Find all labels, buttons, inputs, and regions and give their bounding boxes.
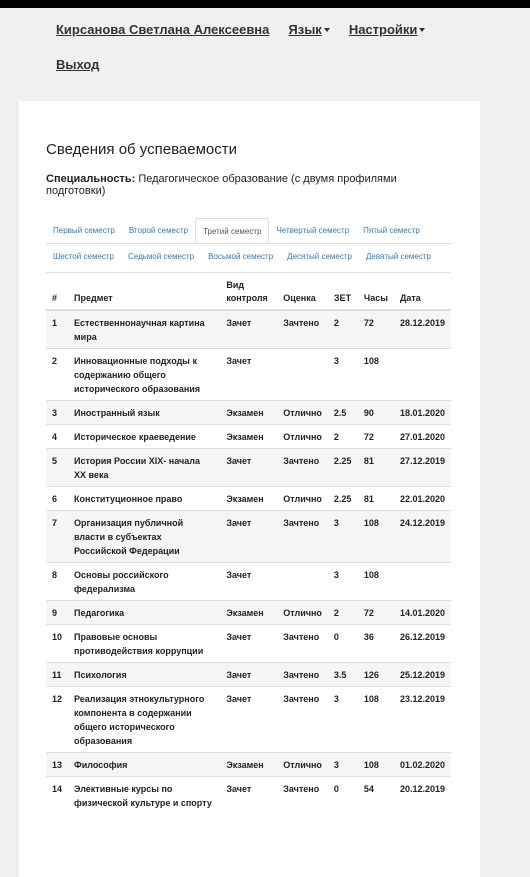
cell-grade: Отлично [277, 753, 328, 777]
cell-subject: Историческое краеведение [68, 425, 220, 449]
cell-grade: Зачтено [277, 310, 328, 349]
cell-grade: Зачтено [277, 625, 328, 663]
col-header-zet: ЗЕТ [328, 276, 358, 310]
cell-subject: Реализация этнокультурного компонента в содержании общего исторического образования [68, 687, 220, 753]
table-row [46, 563, 451, 601]
cell-zet: 2.25 [328, 487, 358, 511]
table-row [46, 401, 451, 425]
cell-index: 3 [46, 401, 68, 425]
tab-row-2 [46, 243, 451, 268]
table-row [46, 601, 451, 625]
cell-subject: История России XIX- начала XX века [68, 449, 220, 487]
cell-control: Экзамен [220, 753, 277, 777]
cell-control: Экзамен [220, 601, 277, 625]
cell-zet: 3 [328, 511, 358, 563]
cell-date: 01.02.2020 [394, 753, 451, 777]
cell-subject: Правовые основы противодействия коррупции [68, 625, 220, 663]
settings-menu[interactable] [349, 22, 426, 37]
cell-zet: 0 [328, 625, 358, 663]
cell-zet: 3 [328, 349, 358, 401]
cell-index: 6 [46, 487, 68, 511]
cell-zet: 3 [328, 753, 358, 777]
cell-index: 4 [46, 425, 68, 449]
language-menu[interactable] [288, 22, 329, 37]
table-row [46, 753, 451, 777]
tab-semester-7[interactable]: Седьмой семестр [128, 251, 195, 261]
logout-link[interactable]: Выход [56, 57, 100, 72]
cell-grade: Зачтено [277, 663, 328, 687]
cell-zet: 3.5 [328, 663, 358, 687]
top-bar [0, 0, 530, 8]
chevron-down-icon [419, 28, 425, 32]
specialty-value: Педагогическое образование (с двумя профилями подготовки) [46, 173, 397, 197]
cell-subject: Философия [68, 753, 220, 777]
cell-date: 24.12.2019 [394, 511, 451, 563]
table-header-row [46, 276, 451, 310]
table-row [46, 449, 451, 487]
col-header-grade: Оценка [277, 276, 328, 310]
cell-zet: 0 [328, 777, 358, 815]
cell-index: 12 [46, 687, 68, 753]
tabs-divider [46, 272, 451, 273]
cell-control: Зачет [220, 687, 277, 753]
cell-subject: Конституционное право [68, 487, 220, 511]
cell-subject: Организация публичной власти в субъектах Российской Федерации [68, 511, 220, 563]
cell-grade: Отлично [277, 425, 328, 449]
cell-subject: Естественнонаучная картина мира [68, 310, 220, 349]
cell-date [394, 563, 451, 601]
cell-grade: Зачтено [277, 777, 328, 815]
col-header-hours: Часы [358, 276, 394, 310]
table-row [46, 687, 451, 753]
tab-semester-10[interactable]: Десятый семестр [287, 251, 352, 261]
cell-subject: Элективные курсы по физической культуре и спорту [68, 777, 220, 815]
tab-semester-9[interactable]: Девятый семестр [366, 251, 431, 261]
cell-zet: 2 [328, 601, 358, 625]
cell-control: Экзамен [220, 401, 277, 425]
main-card [19, 101, 480, 877]
cell-index: 14 [46, 777, 68, 815]
cell-hours: 108 [358, 349, 394, 401]
tab-semester-8[interactable]: Восьмой семестр [208, 251, 274, 261]
grades-table [46, 276, 451, 814]
cell-date: 25.12.2019 [394, 663, 451, 687]
cell-grade: Отлично [277, 401, 328, 425]
cell-zet: 2.5 [328, 401, 358, 425]
cell-subject: Иностранный язык [68, 401, 220, 425]
cell-index: 1 [46, 310, 68, 349]
cell-index: 2 [46, 349, 68, 401]
cell-control: Экзамен [220, 425, 277, 449]
tab-semester-1[interactable]: Первый семестр [53, 226, 115, 235]
cell-date: 20.12.2019 [394, 777, 451, 815]
cell-grade: Отлично [277, 601, 328, 625]
cell-subject: Основы российского федерализма [68, 563, 220, 601]
cell-hours: 72 [358, 601, 394, 625]
chevron-down-icon [324, 28, 330, 32]
cell-control: Зачет [220, 777, 277, 815]
cell-date: 23.12.2019 [394, 687, 451, 753]
table-row [46, 310, 451, 349]
cell-index: 10 [46, 625, 68, 663]
cell-date: 18.01.2020 [394, 401, 451, 425]
cell-index: 13 [46, 753, 68, 777]
cell-hours: 90 [358, 401, 394, 425]
cell-grade: Отлично [277, 487, 328, 511]
cell-control: Экзамен [220, 487, 277, 511]
cell-hours: 126 [358, 663, 394, 687]
cell-zet: 3 [328, 687, 358, 753]
cell-hours: 81 [358, 487, 394, 511]
cell-grade [277, 563, 328, 601]
tab-row-1 [46, 218, 451, 243]
cell-hours: 108 [358, 753, 394, 777]
cell-subject: Педагогика [68, 601, 220, 625]
specialty-label: Специальность: [46, 173, 136, 185]
tab-semester-4[interactable]: Четвертый семестр [276, 226, 350, 235]
table-row [46, 425, 451, 449]
table-row [46, 511, 451, 563]
cell-index: 8 [46, 563, 68, 601]
table-row [46, 349, 451, 401]
cell-index: 5 [46, 449, 68, 487]
cell-zet: 2 [328, 310, 358, 349]
col-header-index: # [46, 276, 68, 310]
table-row [46, 625, 451, 663]
cell-date: 28.12.2019 [394, 310, 451, 349]
specialty-info [46, 173, 446, 197]
cell-date: 22.01.2020 [394, 487, 451, 511]
tab-semester-3[interactable]: Третий семестр [195, 218, 269, 243]
cell-index: 9 [46, 601, 68, 625]
user-name-link[interactable]: Кирсанова Светлана Алексеевна [56, 21, 270, 37]
cell-hours: 108 [358, 511, 394, 563]
cell-hours: 81 [358, 449, 394, 487]
top-nav [56, 20, 516, 38]
cell-hours: 72 [358, 310, 394, 349]
col-header-control: Вид контроля [220, 276, 277, 310]
cell-grade: Зачтено [277, 449, 328, 487]
cell-control: Зачет [220, 625, 277, 663]
table-row [46, 487, 451, 511]
cell-control: Зачет [220, 310, 277, 349]
cell-hours: 108 [358, 687, 394, 753]
cell-date: 27.12.2019 [394, 449, 451, 487]
cell-control: Зачет [220, 563, 277, 601]
grades-table-body [46, 310, 451, 814]
col-header-date: Дата [394, 276, 451, 310]
tab-semester-6[interactable]: Шестой семестр [53, 251, 115, 261]
tab-semester-5[interactable]: Пятый семестр [363, 226, 420, 235]
tab-semester-2[interactable]: Второй семестр [128, 226, 189, 235]
cell-date: 14.01.2020 [394, 601, 451, 625]
language-label: Язык [288, 21, 322, 37]
cell-index: 11 [46, 663, 68, 687]
cell-grade [277, 349, 328, 401]
cell-control: Зачет [220, 511, 277, 563]
cell-subject: Психология [68, 663, 220, 687]
cell-control: Зачет [220, 449, 277, 487]
cell-subject: Инновационные подходы к содержанию общего исторического образования [68, 349, 220, 401]
cell-date: 27.01.2020 [394, 425, 451, 449]
cell-date: 26.12.2019 [394, 625, 451, 663]
cell-index: 7 [46, 511, 68, 563]
semester-tabs [46, 218, 451, 268]
cell-hours: 54 [358, 777, 394, 815]
cell-date [394, 349, 451, 401]
settings-label: Настройки [348, 21, 418, 37]
cell-grade: Зачтено [277, 511, 328, 563]
cell-hours: 36 [358, 625, 394, 663]
table-row [46, 663, 451, 687]
cell-zet: 3 [328, 563, 358, 601]
table-row [46, 777, 451, 815]
cell-control: Зачет [220, 349, 277, 401]
cell-hours: 108 [358, 563, 394, 601]
page-title: Сведения об успеваемости [46, 141, 237, 158]
cell-zet: 2.25 [328, 449, 358, 487]
cell-zet: 2 [328, 425, 358, 449]
col-header-subject: Предмет [68, 276, 220, 310]
cell-control: Зачет [220, 663, 277, 687]
cell-grade: Зачтено [277, 687, 328, 753]
cell-hours: 72 [358, 425, 394, 449]
